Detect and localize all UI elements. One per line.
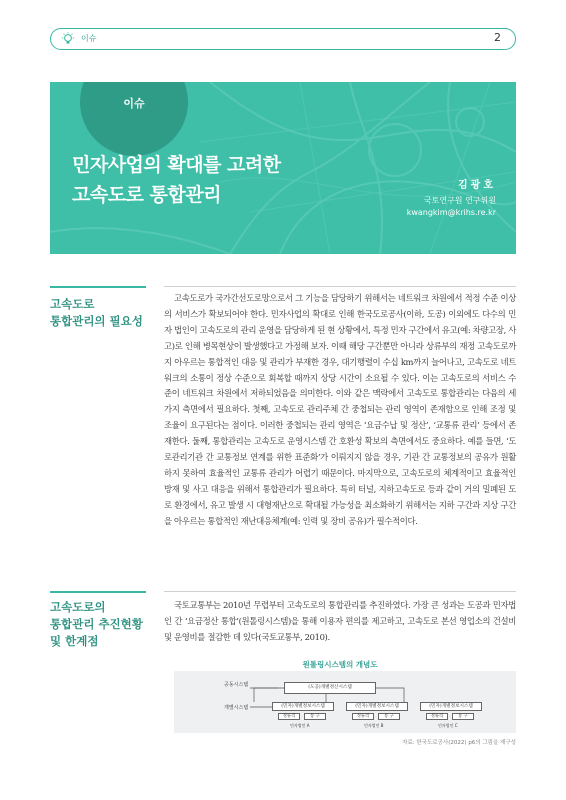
row-label-common: 공동시스템 <box>224 682 249 688</box>
header-category: 이슈 <box>81 34 97 43</box>
figure-source: 자료: 한국도로공사(2022) p6의 그림을 재구성 <box>402 740 516 746</box>
article-title-line2: 고속도로 통합관리 <box>72 184 221 206</box>
individual-system-box-a: (민자)개별정보시스템 <box>272 702 334 711</box>
article-title-line1: 민자사업의 확대를 고려한 <box>72 154 281 176</box>
individual-system-box-c: (민자)개별정보시스템 <box>420 702 482 711</box>
figure-title: 원톨링시스템의 개념도 <box>302 660 378 669</box>
figure-diagram <box>174 671 516 733</box>
section-divider <box>164 286 516 287</box>
section-heading-line: 통합관리 추진현황 <box>50 617 143 631</box>
operator-label-c: 민자법인 C <box>438 723 458 728</box>
section-heading-line: 고속도로 <box>50 297 95 311</box>
subbox-b2: 통 구 <box>378 713 400 720</box>
section-body: 고속도로가 국가간선도로망으로서 그 기능을 담당하기 위해서는 네트워크 차원에서 적정 수준 이상의 서비스가 확보되어야 한다. 민자사업의 확대로 인해 한국도로공사(이하, 도공) 이외에도 다수의 민자 법인이 고속도로의 관리 운영을 담당하게 된 현 상황에서, 특정 민자 구간에서 유고(예: 차량고장, 사고)로 인해 병목현상이 발생했다고 가정해 보자. 이때 해당 구간뿐만 아니라 상류부의 재정 고속도로까지 아우르는 통합적인 대응 및 관리가 부재한 경우, 대기행렬이 수십 km까지 늘어나고, 고속도로 네트워크의 소통이 정상 수준으로 회복할 때까지 상당 시간이 소요될 수 있다. 이는 고속도로의 서비스 수준이 네트워크 차원에서 저하되었음을 의미한다. 이와 같은 맥락에서 고속도로 통합관리는 다음의 세 가지 측면에서 필요하다. 첫째, 고속도로 관리주체 간 중첩되는 관리 영역이 존재함으로 인해 조정 및 조율이 요구된다는 점이다. 이러한 중첩되는 관리 영역은 ‘요금수납 및 정산’, ‘교통류 관리’ 등에서 존재한다. 둘째, 통합관리는 고속도로 운영시스템 간 호환성 확보의 측면에서도 중요하다. 예를 들면, ‘도로관리기관 간 교통정보 연계를 위한 표준화’가 이뤄지지 않을 경우, 기관 간 교통정보의 공유가 원활하지 못하여 효율적인 교통류 관리가 어렵기 때문이다. 마지막으로, 고속도로의 체계적이고 효율적인 방재 및 사고 대응을 위해서 통합관리가 필요하다. 특히 터널, 지하고속도로 등과 같이 거의 밀폐된 도로 환경에서, 유고 발생 시 대형재난으로 확대될 가능성을 최소화하기 위해서는 지하 구간과 지상 구간을 아우르는 통합적인 재난대응체계(예: 인력 및 장비 공유)가 필수적이다. <box>164 293 516 526</box>
hero-banner <box>50 82 516 254</box>
subbox-b1: 정류리 <box>352 713 374 720</box>
section-divider <box>164 591 516 592</box>
subbox-c1: 정류리 <box>426 713 448 720</box>
lightbulb-icon <box>61 32 75 46</box>
row-label-individual: 개별시스템 <box>224 705 249 711</box>
author-block <box>407 176 496 217</box>
article-title <box>72 150 281 210</box>
section-divider <box>50 286 146 288</box>
section-heading-line: 고속도로의 <box>50 600 106 614</box>
subbox-c2: 통 구 <box>452 713 474 720</box>
individual-system-box-b: (민자)개별정보시스템 <box>346 702 408 711</box>
author-name: 김광호 <box>458 180 496 191</box>
section-divider <box>50 591 146 593</box>
author-affiliation: 국토연구원 연구위원 <box>423 196 496 205</box>
page-number: 2 <box>494 31 501 44</box>
header-bar <box>50 28 516 50</box>
common-system-box: (도공)개별정산시스템 <box>284 682 376 694</box>
hero-tag: 이슈 <box>123 97 145 110</box>
section-heading <box>50 599 143 650</box>
section-heading-line: 통합관리의 필요성 <box>50 314 143 328</box>
subbox-a2: 통 구 <box>304 713 326 720</box>
subbox-a1: 정류리 <box>278 713 300 720</box>
operator-label-b: 민자법인 B <box>364 723 384 728</box>
section-body: 국토교통부는 2010년 무렵부터 고속도로의 통합관리를 추진하였다. 가장 큰 성과는 도공과 민자법인 간 ‘요금정산 통합’(원톨링시스템)을 통해 이용자 편의를 제고하고, 고속도로 본선 영업소의 건설비 및 운영비를 절감한 데 있다(국토교통부, 2010). <box>164 600 516 642</box>
operator-label-a: 민자법인 A <box>290 723 310 728</box>
author-email[interactable]: kwangkim@krihs.re.kr <box>406 208 496 217</box>
section-heading <box>50 296 143 330</box>
section-heading-line: 및 한계점 <box>50 634 99 648</box>
